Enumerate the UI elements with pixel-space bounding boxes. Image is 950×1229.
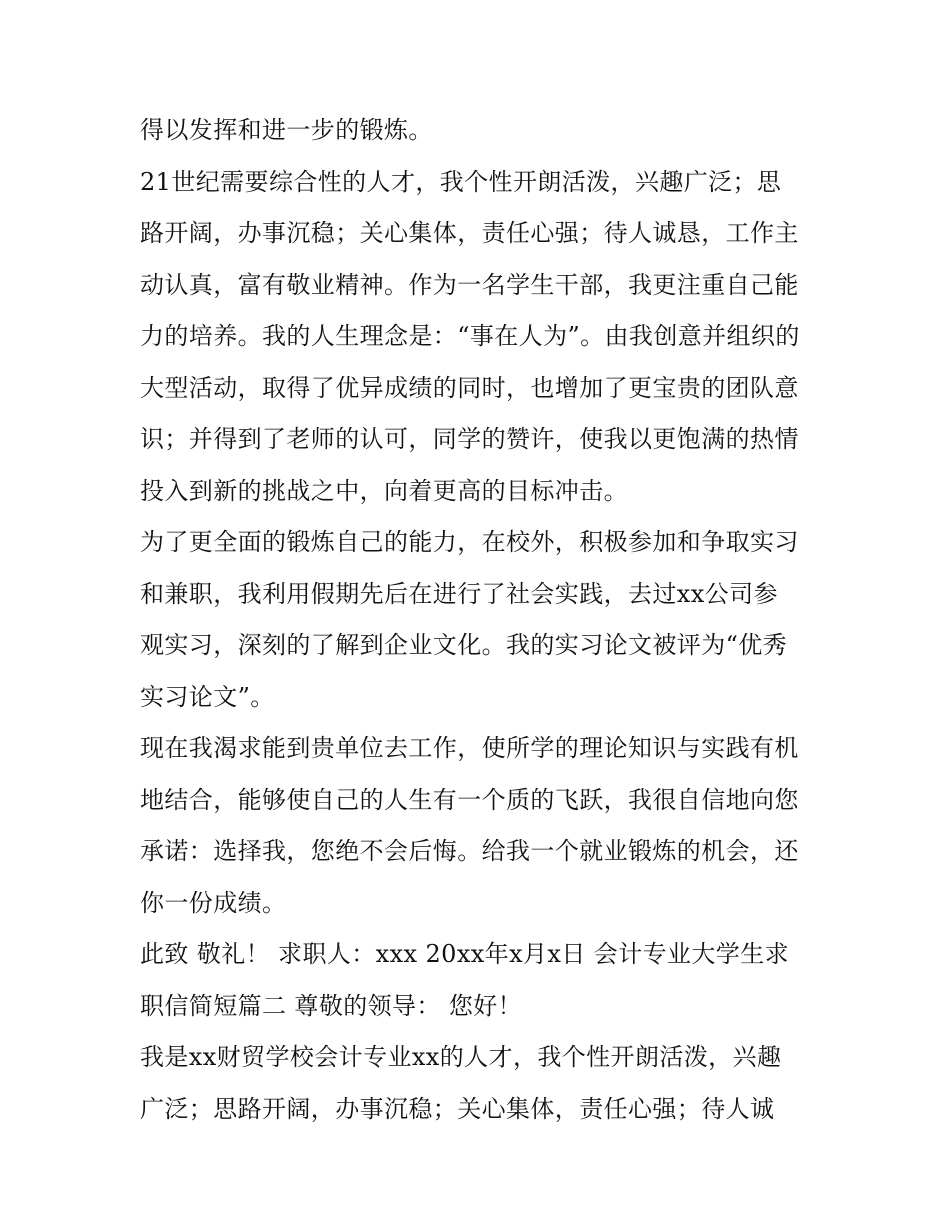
text-line: 力的培养。我的人生理念是：“事在人为”。由我创意并组织的 [140, 322, 800, 350]
text-line: 你一份成绩。 [140, 888, 287, 917]
text-line: 观实习，深刻的了解到企业文化。我的实习论文被评为“优秀 [140, 631, 788, 659]
text-line: 路开阔，办事沉稳；关心集体，责任心强；待人诚恳，工作主 [140, 219, 799, 247]
text-line: 和兼职，我利用假期先后在进行了社会实践，去过xx公司参 [140, 579, 778, 608]
text-line: 我是xx财贸学校会计专业xx的人才，我个性开朗活泼，兴趣 [140, 1043, 782, 1071]
text-line: 21世纪需要综合性的人才，我个性开朗活泼，兴趣广泛；思 [140, 167, 782, 196]
text-line: 广泛；思路开阔，办事沉稳；关心集体，责任心强；待人诚 [140, 1094, 775, 1123]
text-line: 动认真，富有敬业精神。作为一名学生干部，我更注重自己能 [140, 270, 799, 299]
text-line: 为了更全面的锻炼自己的能力，在校外，积极参加和争取实习 [140, 528, 799, 556]
text-line: 得以发挥和进一步的锻炼。 [140, 116, 433, 144]
text-line: 地结合，能够使自己的人生有一个质的飞跃，我很自信地向您 [140, 785, 799, 814]
text-line: 承诺：选择我，您绝不会后悔。给我一个就业锻炼的机会，还 [140, 837, 799, 865]
text-line: 实习论文”。 [140, 682, 275, 711]
text-line: 职信简短篇二 尊敬的领导： 您好！ [140, 991, 523, 1020]
text-line: 现在我渴求能到贵单位去工作，使所学的理论知识与实践有机 [140, 734, 799, 762]
text-line: 投入到新的挑战之中，向着更高的目标冲击。 [140, 476, 628, 505]
text-line: 大型活动，取得了优异成绩的同时，也增加了更宝贵的团队意 [140, 373, 799, 402]
text-line: 此致 敬礼！ 求职人：xxx 20xx年x月x日 会计专业大学生求 [140, 940, 789, 968]
body-text [140, 105, 815, 1135]
text-line: 识；并得到了老师的认可，同学的赞许，使我以更饱满的热情 [140, 425, 799, 453]
